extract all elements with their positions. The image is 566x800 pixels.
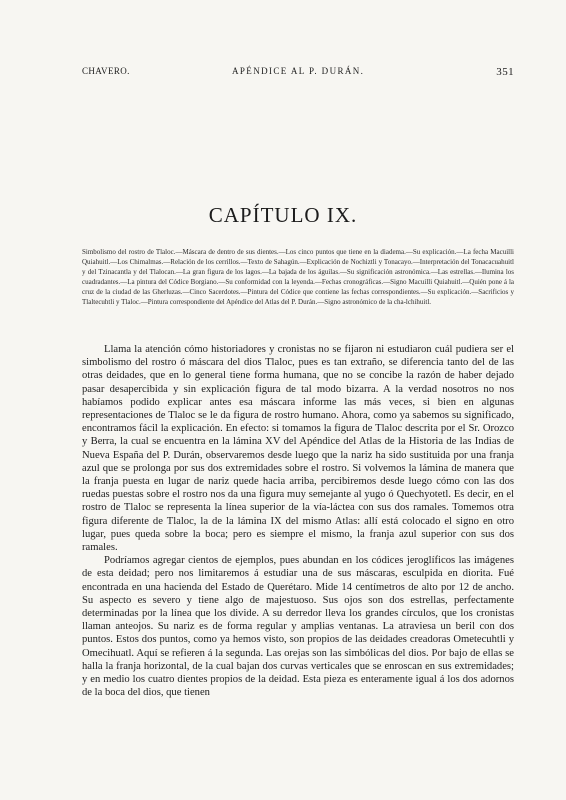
body-text [82,343,514,783]
chapter-title: CAPÍTULO IX. [208,203,358,227]
running-head-author: CHAVERO. [82,66,130,76]
running-head [82,66,514,80]
running-head-title: APÉNDICE AL P. DURÁN. [232,66,365,76]
paragraph: Podríamos agregar cientos de ejemplos, pues abundan en los códices jeroglíficos las imágenes de esta deidad; pero nos limitaremos á estudiar una de sus máscaras, esculpida en diorita. Fué encontrada en una hacienda del Estado de Querétaro. Mide 14 centímetros de alto por 12 de ancho. Su aspecto es severo y tiene algo de majestuoso. Sus ojos son dos estrellas, perfectamente determinadas por la línea que los divide. A su derredor lleva los grandes círculos, que los cronistas llaman anteojos. Su nariz es de forma regular y amplias ventanas. La atraviesa un beril con dos puntos. Estos dos puntos, como ya hemos visto, son propios de las deidades creadoras Ometecuhtli y Omecihuatl. Aquí se refieren á la segunda. Las orejas son las simbólicas del dios. Por bajo de ellas se halla la franja horizontal, de la cual bajan dos curvas verticales que se enroscan en sus extremidades; y en medio los cuatro dientes propios de la deidad. Esta pieza es enteramente igual á los dos adornos de la boca del dios, que tienen [82,555,514,699]
paragraph: Llama la atención cómo historiadores y cronistas no se fijaron ni estudiaron cuál pudiera ser el simbolismo del rostro ó máscara del dios Tlaloc, pues es tan extraño, se diferencia tanto del de las otras deidades, que en lo general tiene forma humana, que no se concibe la razón de haber dejado pasar desapercibida y sin explicación figura de tal modo bizarra. A la verdad nosotros no nos habíamos podido explicar antes esa máscara informe las más veces, si bien en algunas representaciones de Tlaloc se le da figura de rostro humano. Ahora, como ya sabemos su significado, encontramos fácil la explicación. En efecto: si tomamos la figura de Tlaloc descrita por el Sr. Orozco y Berra, la cual se encuentra en la lámina XV del Apéndice del Atlas de la Historia de las Indias de Nueva España del P. Durán, observaremos desde luego que la nariz ha sido sustituida por una franja azul que se prolonga por sus dos extremidades sobre el rostro. Si volvemos la lámina de manera que la franja puesta en lugar de nariz quede hacia arriba, percibiremos desde luego cómo con las dos ruedas puestas sobre el rostro nos da una figura muy semejante al yugo ó Quechyotetl. Es decir, en el rostro de Tlaloc se representa la línea superior de la vía-láctea con sus dos ramales. Tomemos otra figura diferente de Tlaloc, la de la lámina IX del mismo Atlas: allí está colocado el signo en otro lugar, pues queda sobre la boca; pero es siempre el mismo, la franja azul superior con sus dos ramales. [82,344,514,554]
page-number: 351 [496,66,514,78]
chapter-summary: Simbolismo del rostro de Tlaloc.—Máscara de dentro de sus dientes.—Los cinco puntos que tiene en la diadema.—Su explicación.—La fecha Macuilli Quiahuitl.—Los Chimalmas.—Relación de los cerrillos.—Texto de Sahagún.—Explicación de Nochiztli y Tonacayo.—Interpretación del Tonacacuahuitl y del Tzinacantla y del Tlalocan.—La gran figura de los lagos.—La bajada de los águilas.—Su significación astronómica.—Las estrellas.—Ilumina los cuadradantes.—La pintura del Códice Borgiano.—Su conformidad con la leyenda.—Fechas cronográficas.—Signo Macuilli Quiahuitl.—Quién pone á la cruz de la ciudad de las Gherluzas.—Cinco Sacerdotes.—Pintura del Códice que contiene las fechas correspondientes.—Su explicación.—Sacrificios y Tlaltecuhtli y Tlaloc.—Pintura correspondiente del Apéndice del Atlas del P. Durán.—Signo astronómico de la cha-lchihuitl. [82,248,514,306]
